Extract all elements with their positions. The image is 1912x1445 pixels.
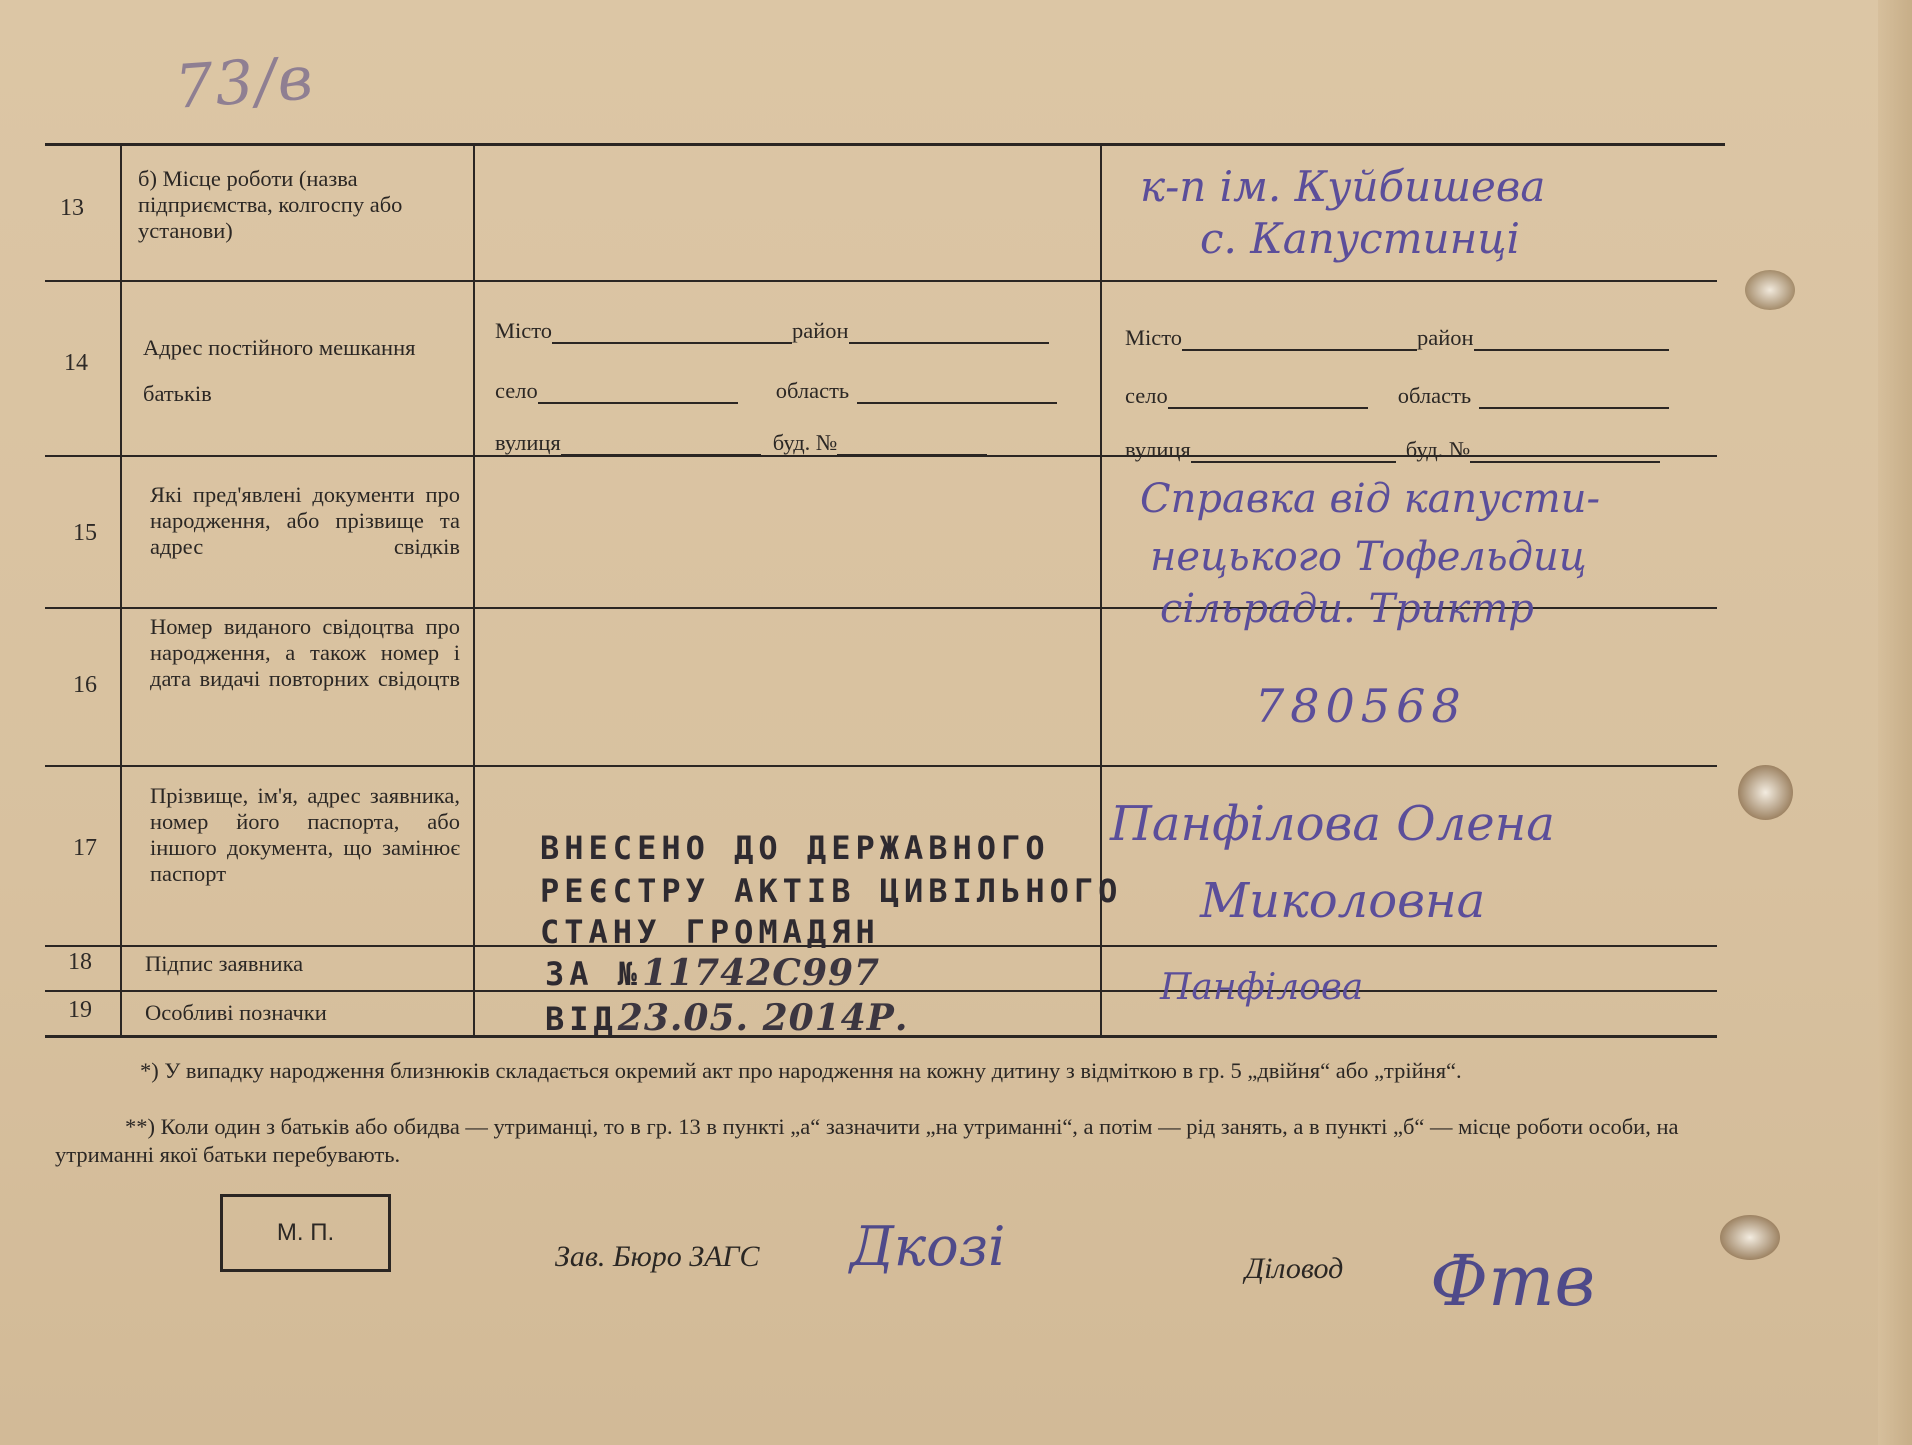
clerk-label: Діловод bbox=[1245, 1252, 1344, 1285]
footnote-dependents: **) Коли один з батьків або обидва — утриманці, то в гр. 13 в пункті „а“ зазначити „на утриманні“, а потім — рід занять, а в пункті „б“ — місце роботи особи, на утриманні якої батьки перебувають. bbox=[55, 1114, 1679, 1167]
row-divider bbox=[45, 765, 1717, 767]
address-village-label: село bbox=[1125, 383, 1168, 408]
row-label: Особливі позначки bbox=[145, 1000, 327, 1025]
table-top-border bbox=[45, 143, 1725, 146]
address-line-street bbox=[495, 430, 987, 456]
registry-stamp-line: СТАНУ ГРОМАДЯН bbox=[540, 913, 880, 951]
head-of-registry-label: Зав. Бюро ЗАГС bbox=[555, 1240, 760, 1273]
row-number: 16 bbox=[73, 672, 97, 698]
address-line-city bbox=[495, 318, 1049, 344]
address-blank bbox=[1479, 405, 1669, 409]
registry-stamp-number bbox=[545, 952, 881, 994]
address-city-label: Місто bbox=[1125, 325, 1183, 350]
registry-stamp-line: РЕЄСТРУ АКТІВ ЦИВІЛЬНОГО bbox=[540, 872, 1123, 910]
address-line-village bbox=[495, 378, 1057, 404]
applicant-signature: Панфілова bbox=[1160, 967, 1364, 1008]
address-blank bbox=[552, 340, 792, 344]
address-region-label: область bbox=[1397, 383, 1472, 408]
row-number: 18 bbox=[68, 949, 92, 975]
clerk-signature: Фтв bbox=[1430, 1240, 1596, 1322]
address-blank bbox=[1182, 347, 1417, 351]
address-blank bbox=[837, 452, 987, 456]
column-divider bbox=[120, 143, 122, 1035]
registry-stamp-line: ВНЕСЕНО ДО ДЕРЖАВНОГО bbox=[540, 829, 1050, 867]
paper-damage-spot bbox=[1720, 1215, 1780, 1260]
archive-number: 73/в bbox=[172, 43, 317, 123]
page-edge bbox=[1878, 0, 1912, 1445]
address-city-label: Місто bbox=[495, 318, 553, 343]
stamp-date-prefix: ВІД bbox=[545, 1000, 618, 1038]
address-district-label: район bbox=[792, 318, 849, 343]
footnote-twins: *) У випадку народження близнюків складається окремий акт про народження на кожну дитину з відміткою в гр. 5 „двійня“ або „трійня“. bbox=[140, 1058, 1462, 1083]
address-village-label: село bbox=[495, 378, 538, 403]
address-blank bbox=[538, 400, 738, 404]
row-label: б) Місце роботи (назва підприємства, колгоспу або установи) bbox=[138, 166, 403, 243]
row-label: Адрес постійного мешкання батьків bbox=[143, 335, 416, 406]
row-label: Підпис заявника bbox=[145, 951, 304, 976]
address-blank bbox=[1470, 459, 1660, 463]
handwritten-entry: 780568 bbox=[1255, 679, 1467, 733]
handwritten-entry: сільради. Триктр bbox=[1160, 586, 1534, 632]
registry-stamp-date bbox=[545, 997, 909, 1039]
row-label: Які пред'явлені документи про народження, або прізвище та адрес свідків bbox=[150, 482, 460, 559]
handwritten-entry: Миколовна bbox=[1200, 873, 1486, 929]
row-number: 13 bbox=[60, 195, 84, 221]
row-divider bbox=[45, 990, 1717, 992]
address-blank bbox=[561, 452, 761, 456]
stamp-number-prefix: ЗА № bbox=[545, 955, 643, 993]
row-divider bbox=[45, 280, 1717, 282]
handwritten-entry: Панфілова Олена bbox=[1110, 796, 1555, 852]
address-district-label: район bbox=[1417, 325, 1474, 350]
handwritten-entry: Справка від капусти- bbox=[1140, 476, 1600, 522]
row-number: 17 bbox=[73, 835, 97, 861]
seal-placeholder: М. П. bbox=[220, 1194, 391, 1272]
address-blank bbox=[1474, 347, 1669, 351]
handwritten-entry: с. Капустинці bbox=[1200, 214, 1520, 263]
paper-damage-spot bbox=[1738, 765, 1793, 820]
address-street-label: вулиця bbox=[495, 430, 561, 455]
row-number: 15 bbox=[73, 520, 97, 546]
address-blank bbox=[849, 340, 1049, 344]
address-line-street-2 bbox=[1125, 437, 1660, 463]
row-divider bbox=[45, 945, 1717, 947]
row-number: 19 bbox=[68, 997, 92, 1023]
column-divider bbox=[473, 143, 475, 1035]
row-number: 14 bbox=[64, 350, 88, 376]
address-building-label: буд. № bbox=[1405, 437, 1471, 462]
address-line-village-2 bbox=[1125, 383, 1669, 409]
address-line-city-2 bbox=[1125, 325, 1669, 351]
handwritten-entry: к-п ім. Куйбишева bbox=[1140, 162, 1546, 211]
address-blank bbox=[857, 400, 1057, 404]
address-blank bbox=[1191, 459, 1396, 463]
row-label: Прізвище, ім'я, адрес заявника, номер його паспорта, або іншого документа, що замінює паспорт bbox=[150, 783, 460, 886]
address-building-label: буд. № bbox=[772, 430, 838, 455]
address-region-label: область bbox=[775, 378, 850, 403]
handwritten-entry: нецького Тофельдиц bbox=[1150, 534, 1587, 580]
address-street-label: вулиця bbox=[1125, 437, 1191, 462]
row-label: Номер виданого свідоцтва про народження, а також номер і дата видачі повторних свідоцтв bbox=[150, 614, 460, 691]
paper-damage-spot bbox=[1745, 270, 1795, 310]
head-of-registry-signature: Дкозі bbox=[850, 1215, 1006, 1278]
address-blank bbox=[1168, 405, 1368, 409]
stamp-number-value: 11742С997 bbox=[642, 952, 881, 994]
stamp-date-value: 23.05. 2014Р. bbox=[617, 997, 909, 1039]
